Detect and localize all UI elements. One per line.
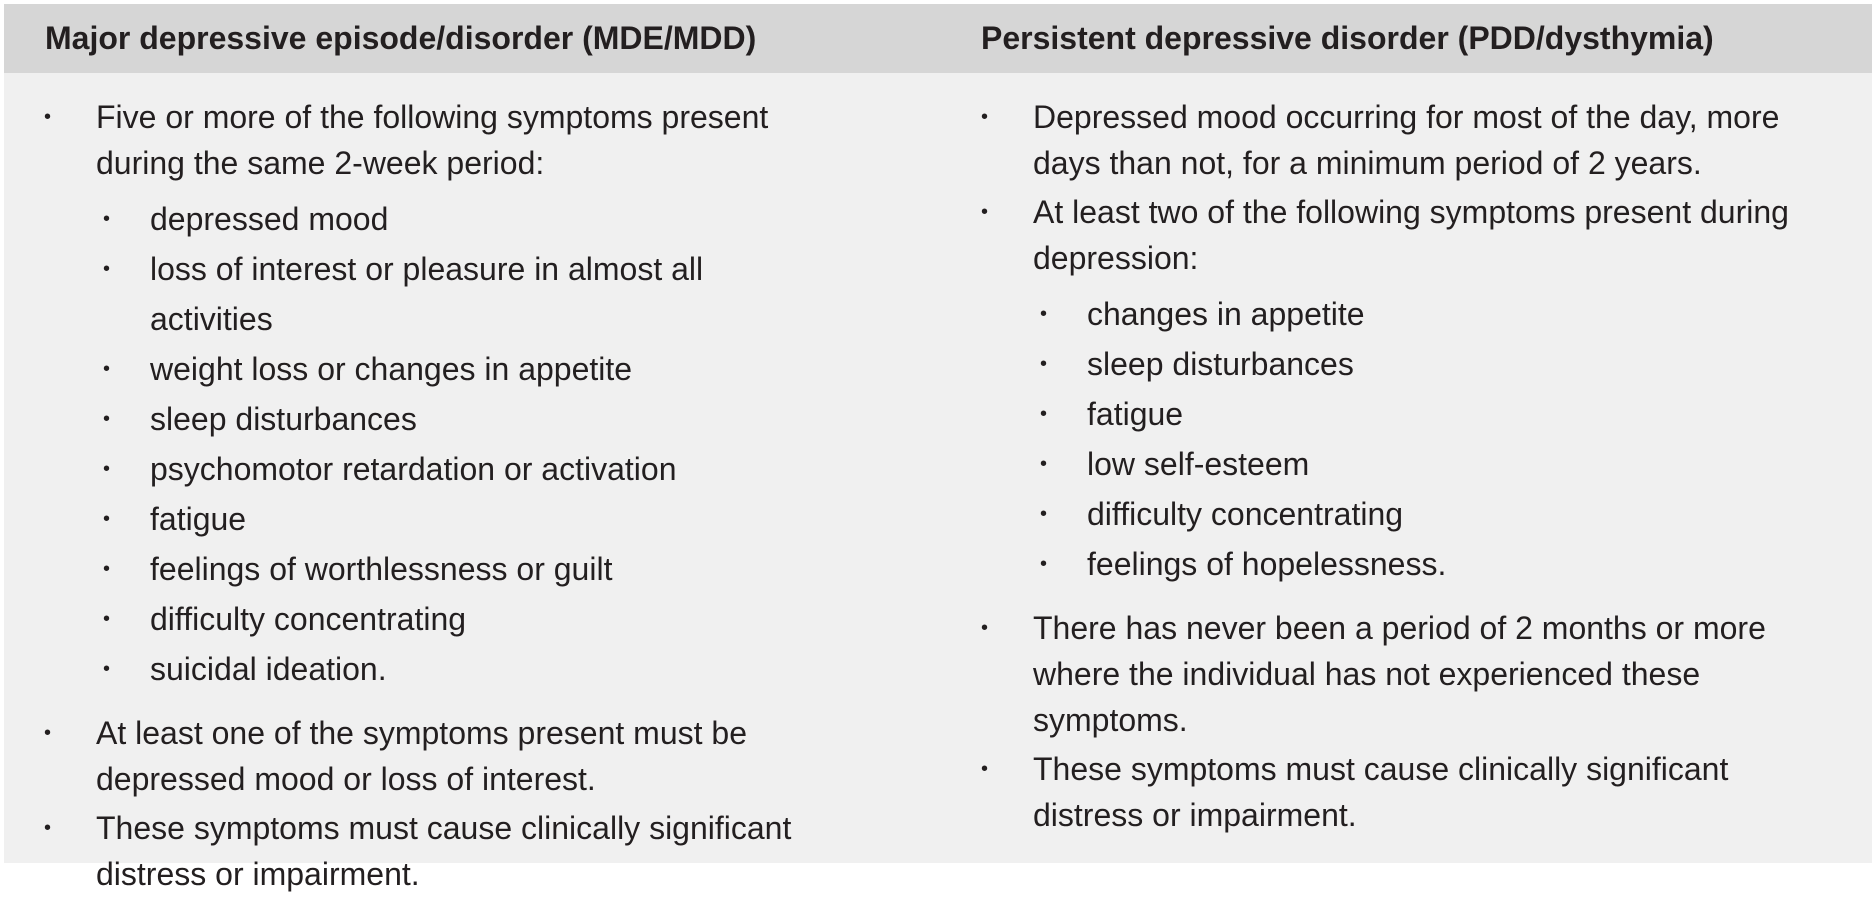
list-item [940, 605, 1833, 743]
list-item [96, 344, 796, 394]
symptom-text: suicidal ideation. [150, 651, 387, 687]
list-item [96, 444, 796, 494]
symptom-text: loss of interest or pleasure in almost all activities [150, 251, 704, 337]
symptom-list [96, 194, 796, 694]
criterion-text: There has never been a period of 2 months or more where the individual has not experienced these symptoms. [1033, 610, 1766, 738]
pdd-criteria-list [940, 94, 1872, 838]
table-header-row [4, 4, 1872, 73]
criterion-text: Five or more of the following symptoms present during the same 2-week period: [96, 99, 769, 181]
symptom-text: sleep disturbances [1087, 346, 1354, 382]
bullet-icon: • [44, 817, 52, 839]
symptom-text: sleep disturbances [150, 401, 417, 437]
symptom-text: difficulty concentrating [150, 601, 467, 637]
bullet-icon: • [103, 358, 111, 380]
list-item [4, 805, 856, 897]
column-header-pdd: Persistent depressive disorder (PDD/dysthymia) [981, 20, 1714, 56]
criterion-text: These symptoms must cause clinically significant distress or impairment. [1033, 751, 1729, 833]
bullet-icon: • [103, 558, 111, 580]
column-pdd [940, 94, 1872, 841]
list-item [1033, 539, 1793, 589]
symptom-text: fatigue [150, 501, 247, 537]
symptom-list [1033, 289, 1793, 589]
bullet-icon: • [103, 508, 111, 530]
bullet-icon: • [1040, 503, 1048, 525]
list-item [96, 494, 796, 544]
list-item [96, 644, 796, 694]
symptom-text: depressed mood [150, 201, 389, 237]
bullet-icon: • [981, 758, 989, 780]
list-item [96, 394, 796, 444]
list-item [1033, 439, 1793, 489]
list-item [96, 594, 796, 644]
bullet-icon: • [44, 722, 52, 744]
bullet-icon: • [103, 208, 111, 230]
bullet-icon: • [103, 658, 111, 680]
list-item [1033, 489, 1793, 539]
column-mdd [4, 94, 940, 900]
bullet-icon: • [103, 258, 111, 280]
symptom-text: feelings of hopelessness. [1087, 546, 1447, 582]
symptom-text: changes in appetite [1087, 296, 1365, 332]
symptom-text: feelings of worthlessness or guilt [150, 551, 613, 587]
bullet-icon: • [981, 201, 989, 223]
bullet-icon: • [1040, 403, 1048, 425]
symptom-text: difficulty concentrating [1087, 496, 1404, 532]
symptom-text: fatigue [1087, 396, 1184, 432]
bullet-icon: • [981, 106, 989, 128]
criterion-text: These symptoms must cause clinically significant distress or impairment. [96, 810, 792, 892]
list-item [1033, 339, 1793, 389]
list-item [4, 94, 796, 694]
list-item [96, 244, 796, 344]
bullet-icon: • [103, 408, 111, 430]
column-header-mdd: Major depressive episode/disorder (MDE/MDD) [45, 20, 757, 56]
bullet-icon: • [1040, 353, 1048, 375]
bullet-icon: • [981, 617, 989, 639]
bullet-icon: • [103, 608, 111, 630]
list-item [96, 194, 796, 244]
comparison-table [4, 4, 1872, 892]
bullet-icon: • [1040, 553, 1048, 575]
criterion-text: Depressed mood occurring for most of the day, more days than not, for a minimum period of 2 years. [1033, 99, 1780, 181]
mdd-criteria-list [4, 94, 940, 897]
bullet-icon: • [103, 458, 111, 480]
list-item [1033, 389, 1793, 439]
symptom-text: psychomotor retardation or activation [150, 451, 677, 487]
list-item [940, 189, 1793, 589]
symptom-text: weight loss or changes in appetite [150, 351, 633, 387]
symptom-text: low self-esteem [1087, 446, 1310, 482]
list-item [940, 94, 1833, 186]
bullet-icon: • [1040, 453, 1048, 475]
list-item [940, 746, 1793, 838]
criterion-text: At least two of the following symptoms present during depression: [1033, 194, 1789, 276]
list-item [1033, 289, 1793, 339]
bullet-icon: • [44, 106, 52, 128]
list-item [4, 710, 816, 802]
list-item [96, 544, 796, 594]
bullet-icon: • [1040, 303, 1048, 325]
criterion-text: At least one of the symptoms present must be depressed mood or loss of interest. [96, 715, 747, 797]
